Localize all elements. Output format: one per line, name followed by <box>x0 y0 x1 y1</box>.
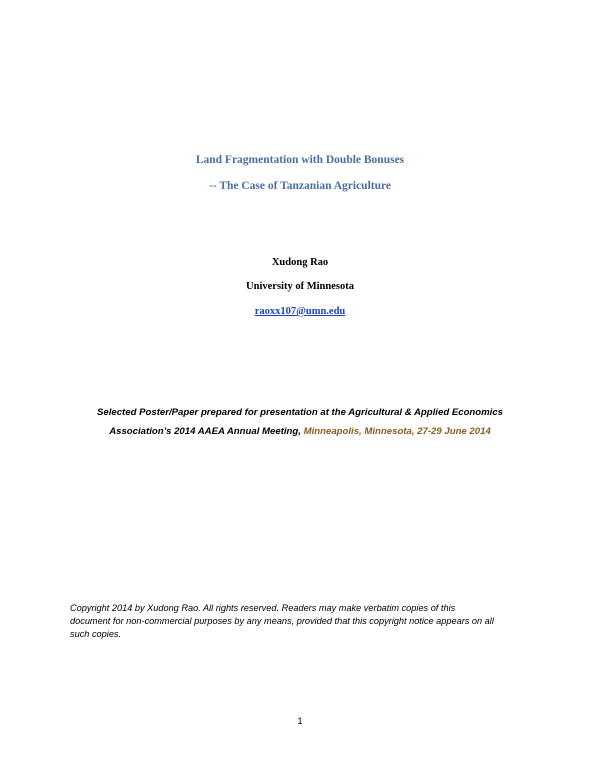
venue-line-2 <box>0 426 600 437</box>
paper-title-line-2: -- The Case of Tanzanian Agriculture <box>209 180 391 192</box>
venue-association: Association’s 2014 AAEA Annual Meeting, <box>109 426 301 437</box>
copyright-line-1: Copyright 2014 by Xudong Rao. All rights reserved. Readers may make verbatim copies of this <box>70 603 456 613</box>
venue-line-1: Selected Poster/Paper prepared for presentation at the Agricultural & Applied Economics <box>96 407 504 418</box>
copyright-line-2: document for non-commercial purposes by any means, provided that this copyright notice appears on all <box>70 616 494 626</box>
venue-date: , 27-29 June 2014 <box>411 426 491 437</box>
author-name: Xudong Rao <box>271 257 329 268</box>
author-email-line <box>0 306 600 317</box>
paper-title-line-1: Land Fragmentation with Double Bonuses <box>195 154 405 166</box>
author-affiliation: University of Minnesota <box>246 281 354 292</box>
copyright-notice <box>70 602 540 641</box>
venue-place <box>304 426 491 437</box>
page-number: 1 <box>297 716 303 727</box>
author-email-link[interactable]: raoxx107@umn.edu <box>254 306 346 317</box>
copyright-line-3: such copies. <box>70 629 122 639</box>
venue-city: Minneapolis, Minnesota <box>303 426 412 437</box>
